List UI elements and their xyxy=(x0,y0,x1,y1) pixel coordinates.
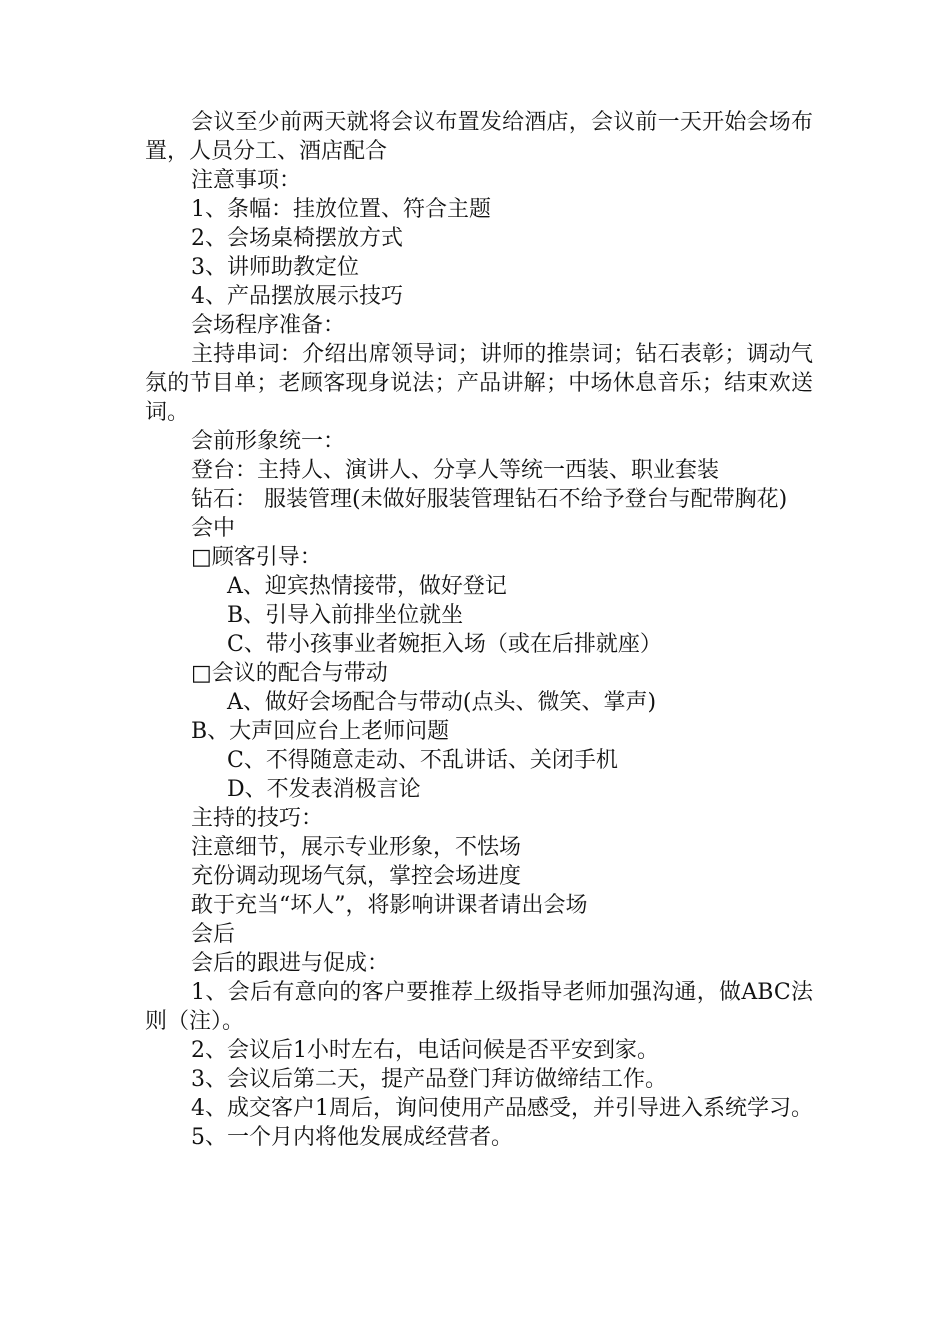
heading-after-meeting: 会后 xyxy=(191,922,236,947)
cooperation-item-c: C、不得随意走动、不乱讲话、关闭手机 xyxy=(227,748,618,773)
heading-cooperation: □会议的配合与带动 xyxy=(191,661,388,686)
guidance-item-a: A、迎宾热情接带，做好登记 xyxy=(227,574,507,599)
skill-item-1: 注意细节，展示专业形象，不怯场 xyxy=(191,835,522,860)
note-item-1: 1、条幅：挂放位置、符合主题 xyxy=(191,197,491,222)
skill-item-2: 充份调动现场气氛，掌控会场进度 xyxy=(191,864,522,889)
cooperation-item-b: B、大声回应台上老师问题 xyxy=(191,719,450,744)
heading-image-unity: 会前形象统一： xyxy=(191,429,346,454)
heading-follow-up: 会后的跟进与促成： xyxy=(191,951,390,976)
note-item-2: 2、会场桌椅摆放方式 xyxy=(191,226,403,251)
follow-up-item-2: 2、会议后1小时左右，电话问候是否平安到家。 xyxy=(191,1038,659,1063)
paragraph-meeting-prep: 会议至少前两天就将会议布置发给酒店，会议前一天开始会场布置，人员分工、酒店配合 xyxy=(145,110,813,164)
paragraph-diamond-dress: 钻石： 服装管理(未做好服装管理钻石不给予登台与配带胸花) xyxy=(191,487,788,512)
heading-customer-guidance: □顾客引导： xyxy=(191,545,322,570)
heading-hosting-skills: 主持的技巧： xyxy=(191,806,324,831)
guidance-item-c: C、带小孩事业者婉拒入场（或在后排就座） xyxy=(227,632,662,657)
note-item-4: 4、产品摆放展示技巧 xyxy=(191,284,403,309)
guidance-item-b: B、引导入前排坐位就坐 xyxy=(227,603,464,628)
follow-up-item-3: 3、会议后第二天，提产品登门拜访做缔结工作。 xyxy=(191,1067,667,1092)
paragraph-host-script: 主持串词：介绍出席领导词；讲师的推崇词；钻石表彰；调动气氛的节目单；老顾客现身说法；产品讲解；中场休息音乐；结束欢送词。 xyxy=(145,342,813,425)
document-body xyxy=(145,108,813,1152)
paragraph-stage-dress: 登台：主持人、演讲人、分享人等统一西装、职业套装 xyxy=(191,458,720,483)
cooperation-item-a: A、做好会场配合与带动(点头、微笑、掌声) xyxy=(227,690,657,715)
heading-program-prep: 会场程序准备： xyxy=(191,313,346,338)
follow-up-item-1: 1、会后有意向的客户要推荐上级指导老师加强沟通，做ABC法则（注）。 xyxy=(145,980,813,1034)
follow-up-item-4: 4、成交客户1周后，询问使用产品感受，并引导进入系统学习。 xyxy=(191,1096,813,1121)
cooperation-item-d: D、不发表消极言论 xyxy=(227,777,421,802)
heading-during-meeting: 会中 xyxy=(191,516,236,541)
skill-item-3: 敢于充当“坏人”，将影响讲课者请出会场 xyxy=(191,893,588,918)
heading-notes: 注意事项： xyxy=(191,168,302,193)
follow-up-item-5: 5、一个月内将他发展成经营者。 xyxy=(191,1125,513,1150)
note-item-3: 3、讲师助教定位 xyxy=(191,255,359,280)
